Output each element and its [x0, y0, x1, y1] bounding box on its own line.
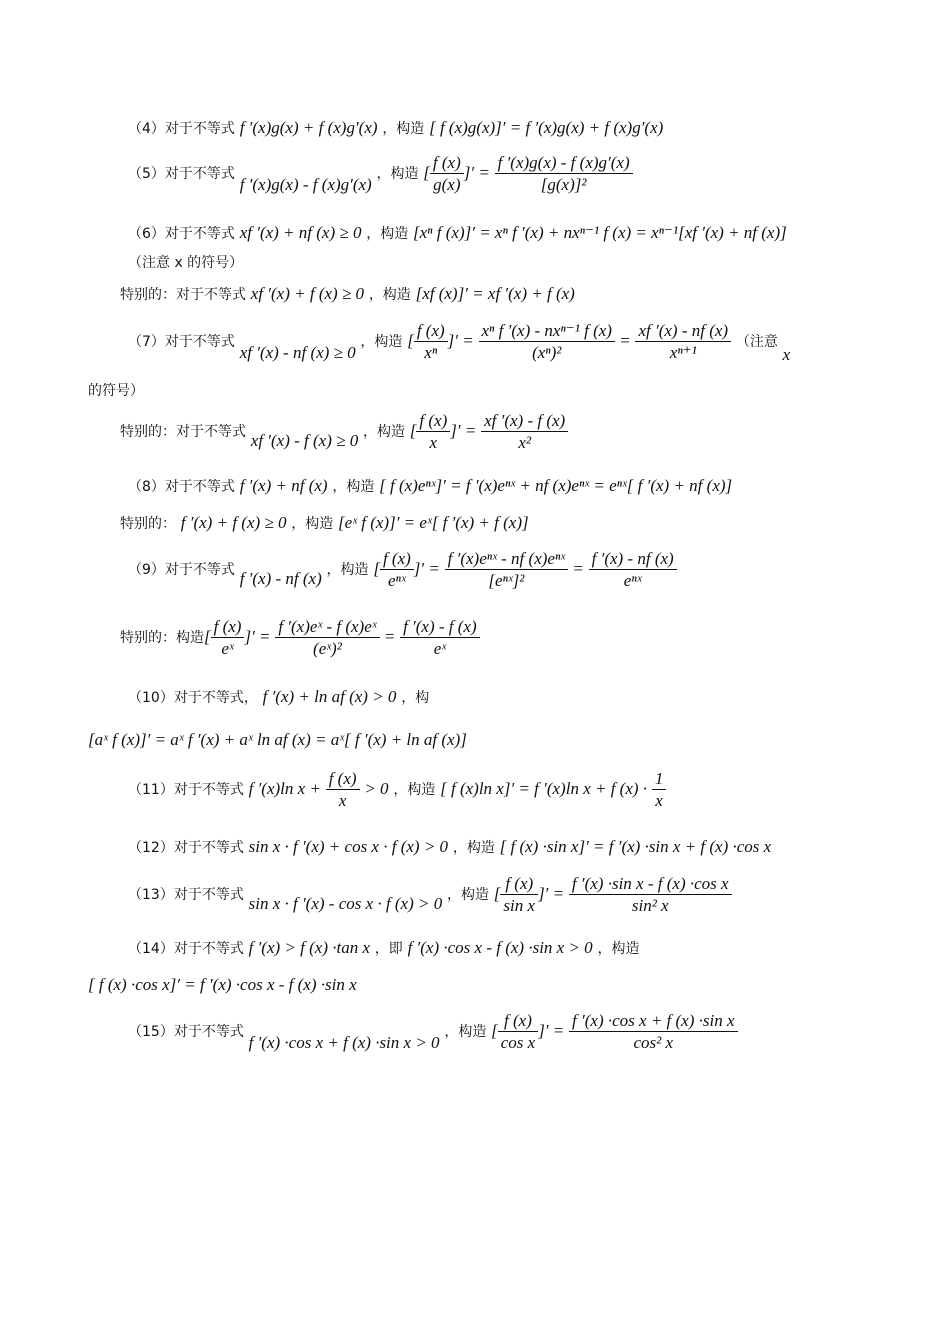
item-14-construct — [88, 974, 357, 995]
item-label: 特别的： — [120, 516, 176, 532]
fraction-numerator: f (x) — [416, 321, 445, 340]
fraction-numerator: f ′(x)eⁿˣ - nf (x)eⁿˣ — [447, 549, 566, 568]
inequality-expr: f ′(x) ·cos x + f (x) ·sin x > 0 — [248, 1032, 440, 1052]
bracket-open: [ — [423, 162, 430, 182]
item-7-special: 特别的：对于不等式 xf ′(x) - f (x) ≥ 0 ，构造 [ $\frac{f (x)}{x}$ ]′ = $\frac{xf '(x) - f (x)}{\text{x²}}$ — [120, 410, 568, 454]
construct-label: ，构造 — [360, 333, 403, 350]
fraction-numerator: f ′(x)g(x) - f (x)g′(x) — [497, 153, 630, 172]
fraction — [652, 768, 667, 812]
construct-expr: [ f (x)g(x)]′ = f ′(x)g(x) + f (x)g′(x) — [429, 118, 664, 137]
item-12 — [128, 836, 771, 858]
inequality-expr: xf ′(x) + nf (x) ≥ 0 — [239, 223, 362, 242]
fraction-numerator: f ′(x) - f (x) — [403, 617, 477, 636]
namely-label: ，即 — [374, 941, 403, 957]
fraction-denominator: eˣ — [211, 637, 245, 659]
inequality-expr: xf ′(x) + f (x) ≥ 0 — [250, 284, 365, 303]
construct-label: ，构造 — [452, 840, 495, 856]
equivalent-expr: f ′(x) ·cos x - f (x) ·sin x > 0 — [407, 938, 593, 957]
item-label: 特别的：对于不等式 — [120, 423, 246, 440]
fraction-denominator: x — [652, 789, 667, 811]
inequality-expr: f ′(x) - nf (x) — [239, 568, 322, 588]
fraction-denominator: [eⁿˣ]² — [445, 569, 568, 591]
construct-label: ，构造 — [366, 226, 409, 242]
fraction-denominator: eˣ — [400, 637, 480, 659]
note-var: x — [782, 344, 791, 364]
fraction — [495, 152, 633, 196]
construct-label: ，构造 — [326, 561, 369, 578]
fraction — [380, 548, 414, 592]
fraction-numerator: xf ′(x) - nf (x) — [638, 321, 729, 340]
fraction-denominator: x² — [481, 431, 568, 453]
inequality-expr: f ′(x) + f (x) ≥ 0 — [180, 513, 287, 532]
fraction-numerator: f (x) — [432, 153, 461, 172]
fraction-numerator: f (x) — [213, 617, 242, 636]
fraction-numerator: f (x) — [382, 549, 411, 568]
item-label: （13）对于不等式 — [128, 886, 244, 903]
fraction — [211, 616, 245, 660]
note-open: （注意 — [735, 333, 778, 350]
item-label: （9）对于不等式 — [128, 561, 235, 578]
fraction-denominator: xⁿ — [414, 341, 448, 363]
item-4 — [128, 117, 663, 139]
inequality-expr: f ′(x) + nf (x) — [239, 476, 328, 495]
fraction-denominator: eⁿˣ — [380, 569, 414, 591]
inequality-expr: f ′(x)ln x + — [248, 778, 321, 798]
equals: ]′ = — [463, 162, 490, 182]
item-9: （9）对于不等式 f ′(x) - nf (x) ，构造 [ $\frac{f (x)}{\text{eⁿˣ}}$ ]′ = $\frac{\text{f ′(x)eⁿˣ - nf (x)eⁿˣ}}{\text{[eⁿˣ]²}}$ = $\frac{f '(x) - nf (x)}{\text{eⁿˣ}}$ — [128, 548, 677, 592]
item-6-note: （注意 x 的符号） — [128, 255, 244, 271]
item-label: （12）对于不等式 — [128, 840, 244, 856]
construct-label: ，构造 — [393, 781, 436, 798]
fraction-numerator: xⁿ f ′(x) - nxⁿ⁻¹ f (x) — [481, 321, 612, 340]
item-6-special — [120, 283, 575, 305]
item-5 — [128, 152, 633, 196]
fraction — [430, 152, 464, 196]
construct-expr: [aˣ f (x)]′ = aˣ f ′(x) + aˣ ln af (x) = aˣ[ f ′(x) + ln af (x)] — [88, 730, 467, 749]
construct-label: ，构造 — [382, 121, 425, 137]
item-label: 特别的：对于不等式 — [120, 287, 246, 303]
construct-expr: [ f (x) ·sin x]′ = f ′(x) ·sin x + f (x) ·cos x — [499, 837, 772, 856]
item-14 — [128, 937, 639, 959]
item-7-note: 的符号） — [88, 383, 144, 399]
fraction-denominator: cos x — [498, 1031, 538, 1053]
fraction — [569, 1010, 737, 1054]
fraction — [275, 616, 379, 660]
fraction-denominator: eⁿˣ — [589, 569, 677, 591]
fraction-denominator: sin² x — [569, 894, 732, 916]
item-label: （10）对于不等式， — [128, 690, 258, 706]
fraction-numerator: f ′(x) - nf (x) — [591, 549, 674, 568]
construct-label: ，构 — [401, 690, 430, 706]
item-label: （6）对于不等式 — [128, 226, 235, 242]
item-label: （11）对于不等式 — [128, 781, 244, 798]
construct-expr: [ f (x) ·cos x]′ = f ′(x) ·cos x - f (x) ·sin x — [88, 975, 357, 994]
inequality-expr: f ′(x) > f (x) ·tan x — [248, 938, 370, 957]
fraction-denominator: sin x — [500, 894, 538, 916]
construct-label: ，构造 — [444, 1023, 487, 1040]
construct-label: ，构造 — [376, 165, 419, 182]
construct-label: ，构造 — [597, 941, 640, 957]
construct-expr: [eˣ f (x)]′ = eˣ[ f ′(x) + f (x)] — [338, 513, 529, 532]
fraction-numerator: xf ′(x) - f (x) — [484, 411, 566, 430]
inequality-tail: > 0 — [364, 778, 389, 798]
fraction-numerator: f (x) — [328, 769, 357, 788]
fraction — [414, 320, 448, 364]
fraction-denominator: (xⁿ)² — [479, 341, 615, 363]
item-label: （7）对于不等式 — [128, 333, 235, 350]
fraction — [400, 616, 480, 660]
fraction-numerator: f (x) — [419, 411, 448, 430]
construct-expr: [xⁿ f (x)]′ = xⁿ f ′(x) + nxⁿ⁻¹ f (x) = xⁿ⁻¹[xf ′(x) + nf (x)] — [413, 223, 787, 242]
item-label: （8）对于不等式 — [128, 479, 235, 495]
inequality-expr: sin x · f ′(x) + cos x · f (x) > 0 — [248, 837, 449, 856]
fraction — [416, 410, 450, 454]
inequality-expr: sin x · f ′(x) - cos x · f (x) > 0 — [248, 893, 443, 913]
fraction-denominator: g(x) — [430, 173, 464, 195]
construct-label: ，构造 — [447, 886, 490, 903]
item-label: （4）对于不等式 — [128, 121, 235, 137]
fraction — [500, 873, 538, 917]
item-8-special — [120, 512, 529, 534]
fraction-denominator: x — [416, 431, 450, 453]
construct-label: ，构造 — [291, 516, 334, 532]
fraction-denominator: xⁿ⁺¹ — [635, 341, 731, 363]
item-13: （13）对于不等式 sin x · f ′(x) - cos x · f (x) > 0 ，构造 [ $\frac{f (x)}{\text{sin x}}$ ]′ = $\frac{\text{f ′(x) ·sin x - f (x) ·cos x}}{\text{sin² x}}$ — [128, 873, 732, 917]
construct-label: ，构造 — [368, 287, 411, 303]
inequality-expr: f ′(x) + ln af (x) > 0 — [262, 687, 397, 706]
fraction-numerator: f ′(x) ·sin x - f (x) ·cos x — [571, 874, 729, 893]
inequality-expr: xf ′(x) - nf (x) ≥ 0 — [239, 342, 356, 362]
item-label: （15）对于不等式 — [128, 1023, 244, 1040]
item-label: 特别的：构造 — [120, 629, 204, 646]
item-9-special: 特别的：构造[ $\frac{f (x)}{\text{eˣ}}$ ]′ = $\frac{\text{f ′(x)eˣ - f (x)eˣ}}{\text{(eˣ)²}}$ = $\frac{f '(x) - f (x)}{\text{eˣ}}$ — [120, 616, 480, 660]
item-7: （7）对于不等式 xf ′(x) - nf (x) ≥ 0 ，构造 [ $\frac{f (x)}{\text{xⁿ}}$ ]′ = $\frac{\text{xⁿ f ′(x) - nxⁿ⁻¹ f (x)}}{\text{(xⁿ)²}}$ = $\frac{xf '(x) - nf (x)}{\text{xⁿ⁺¹}}$ （注意 x — [128, 321, 791, 364]
item-11 — [128, 768, 666, 812]
construct-expr: [ f (x)eⁿˣ]′ = f ′(x)eⁿˣ + nf (x)eⁿˣ = eⁿˣ[ f ′(x) + nf (x)] — [379, 476, 733, 495]
fraction-numerator: f ′(x)eˣ - f (x)eˣ — [278, 617, 377, 636]
fraction-denominator: (eˣ)² — [275, 637, 379, 659]
item-10 — [128, 686, 429, 708]
inequality-expr: f ′(x)g(x) - f (x)g′(x) — [239, 174, 372, 194]
fraction — [445, 548, 568, 592]
fraction-denominator: cos² x — [569, 1031, 737, 1053]
construct-label: ，构造 — [332, 479, 375, 495]
item-15: （15）对于不等式 f ′(x) ·cos x + f (x) ·sin x > 0 ，构造 [ $\frac{f (x)}{\text{cos x}}$ ]′ = $\frac{\text{f ′(x) ·cos x + f (x) ·sin x}}{\text{cos² x}}$ — [128, 1010, 738, 1054]
fraction-numerator: 1 — [654, 769, 664, 788]
fraction-denominator: [g(x)]² — [495, 173, 633, 195]
item-8 — [128, 475, 732, 497]
fraction-numerator: f (x) — [505, 874, 534, 893]
item-10-construct — [88, 729, 467, 750]
fraction-numerator: f (x) — [504, 1011, 532, 1030]
fraction — [481, 410, 568, 454]
item-label: （14）对于不等式 — [128, 941, 244, 957]
fraction — [326, 768, 360, 812]
construct-label: ，构造 — [363, 423, 405, 440]
fraction — [635, 320, 731, 364]
fraction — [569, 873, 732, 917]
item-6 — [128, 222, 787, 244]
fraction — [479, 320, 615, 364]
item-label: （5）对于不等式 — [128, 165, 235, 182]
fraction — [589, 548, 677, 592]
construct-expr: [xf (x)]′ = xf ′(x) + f (x) — [415, 284, 575, 303]
inequality-expr: f ′(x)g(x) + f (x)g′(x) — [239, 118, 378, 137]
fraction-numerator: f ′(x) ·cos x + f (x) ·sin x — [572, 1011, 735, 1030]
inequality-expr: xf ′(x) - f (x) ≥ 0 — [250, 430, 359, 450]
construct-expr: [ f (x)ln x]′ = f ′(x)ln x + f (x) · — [440, 778, 648, 798]
fraction — [498, 1010, 538, 1054]
fraction-denominator: x — [326, 789, 360, 811]
